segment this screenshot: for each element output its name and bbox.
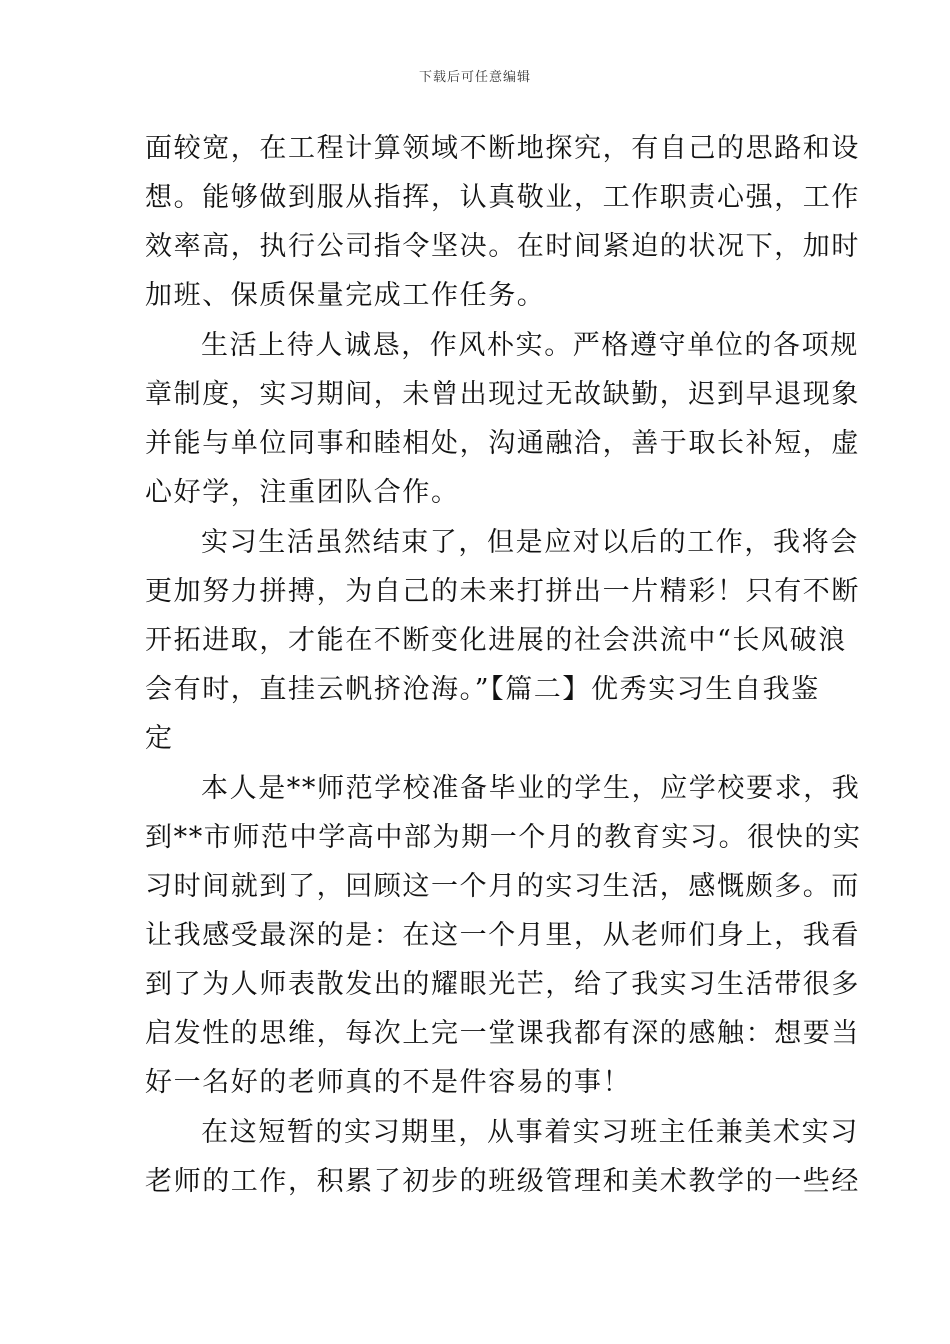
text-line: 到**市师范中学高中部为期一个月的教育实习。很快的实 bbox=[145, 822, 862, 853]
text-line: 习时间就到了，回顾这一个月的实习生活，感慨颇多。而 bbox=[145, 871, 860, 902]
text-line: 想。能够做到服从指挥，认真敬业，工作职责心强，工作 bbox=[145, 182, 860, 213]
paragraph-3 bbox=[145, 518, 860, 763]
text-line: 并能与单位同事和睦相处，沟通融洽，善于取长补短，虚 bbox=[145, 428, 860, 459]
text-line: 章制度，实习期间，未曾出现过无故缺勤，迟到早退现象 bbox=[145, 379, 860, 410]
document-body bbox=[145, 124, 862, 1206]
paragraph-1 bbox=[145, 124, 860, 320]
text-line: 老师的工作，积累了初步的班级管理和美术教学的一些经 bbox=[145, 1166, 860, 1197]
text-line: 到了为人师表散发出的耀眼光芒，给了我实习生活带很多 bbox=[145, 969, 860, 1000]
paragraph-2 bbox=[145, 321, 860, 517]
text-line: 心好学，注重团队合作。 bbox=[145, 477, 460, 508]
text-line: 在这短暂的实习期里，从事着实习班主任兼美术实习 bbox=[201, 1117, 859, 1148]
paragraph-4 bbox=[145, 764, 862, 1107]
text-line: 让我感受最深的是：在这一个月里，从老师们身上，我看 bbox=[145, 920, 860, 951]
text-line: 实习生活虽然结束了，但是应对以后的工作，我将会 bbox=[201, 527, 859, 558]
text-line: 好一名好的老师真的不是件容易的事！ bbox=[145, 1067, 632, 1098]
text-line: 本人是**师范学校准备毕业的学生，应学校要求，我 bbox=[201, 773, 861, 804]
page-header: 下载后可任意编辑 bbox=[418, 70, 531, 85]
paragraph-5 bbox=[145, 1108, 860, 1206]
text-line: 面较宽，在工程计算领域不断地探究，有自己的思路和设 bbox=[145, 133, 860, 164]
text-line: 加班、保质保量完成工作任务。 bbox=[145, 280, 546, 311]
text-line: 启发性的思维，每次上完一堂课我都有深的感触：想要当 bbox=[145, 1018, 860, 1049]
text-line: 更加努力拼搏，为自己的未来打拼出一片精彩！只有不断 bbox=[145, 576, 860, 607]
text-line: 开拓进取，才能在不断变化进展的社会洪流中“长风破浪 bbox=[145, 625, 847, 656]
text-line: 定 bbox=[145, 723, 174, 754]
text-line: 生活上待人诚恳，作风朴实。严格遵守单位的各项规 bbox=[201, 330, 859, 361]
text-line: 会有时，直挂云帆挤沧海。”【篇二】优秀实习生自我鉴 bbox=[145, 674, 820, 705]
text-line: 效率高，执行公司指令坚决。在时间紧迫的状况下，加时 bbox=[145, 231, 860, 262]
